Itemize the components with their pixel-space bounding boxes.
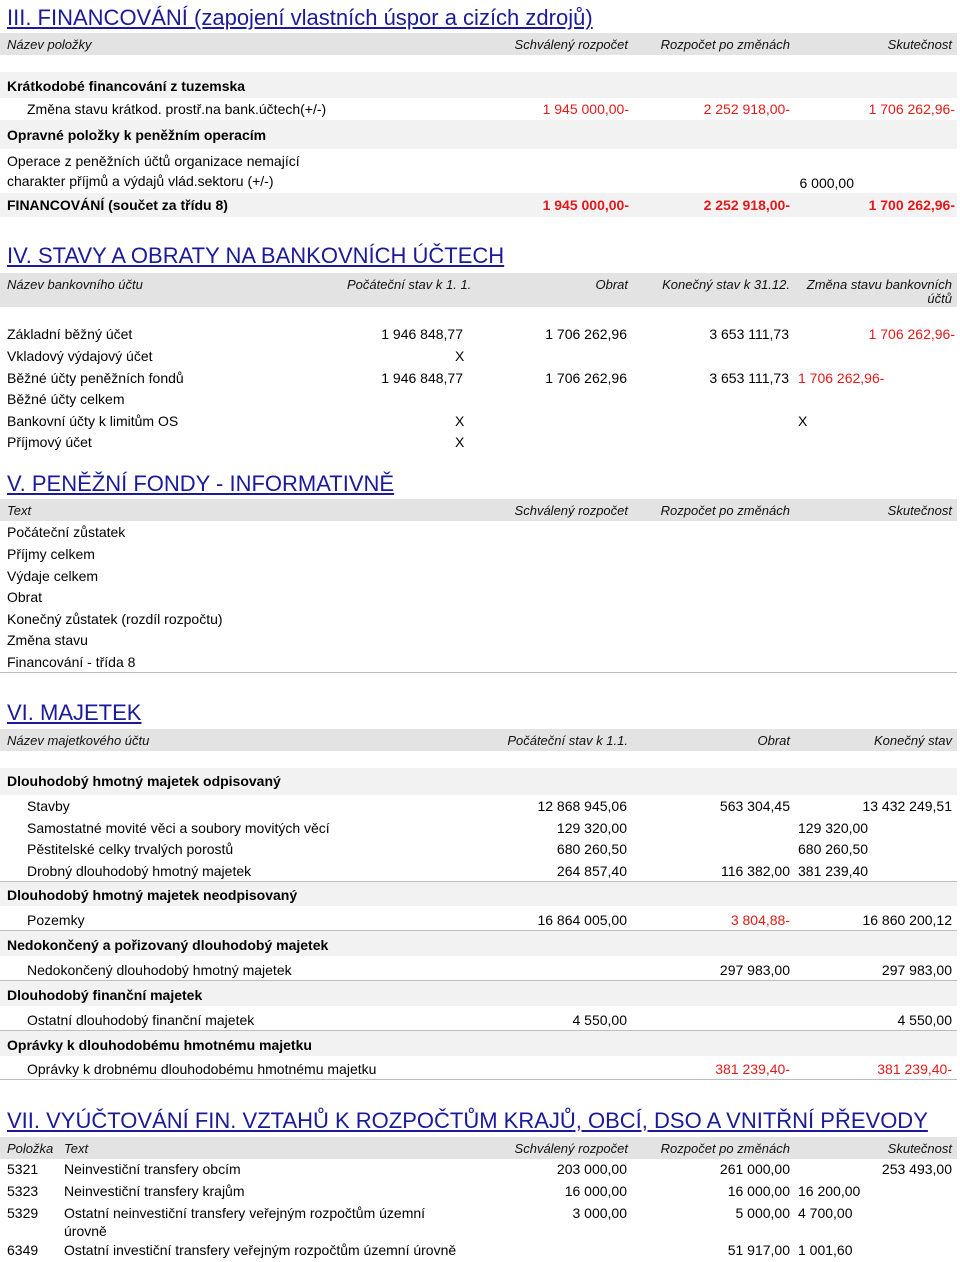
row-label: Neinvestiční transfery krajům [64,1183,245,1199]
value: X [455,434,465,450]
value: 297 983,00 [881,962,952,978]
group-heading: Oprávky k dlouhodobému hmotnému majetku [7,1037,312,1053]
row-label: Běžné účty peněžních fondů [7,370,184,386]
divider [0,672,957,673]
value: 2 252 918,00- [703,197,790,213]
row-label: Operace z peněžních účtů organizace nemající [7,153,300,169]
value: 3 653 111,73 [709,370,789,386]
row-label: Ostatní neinvestiční transfery veřejným rozpočtům územní [64,1205,426,1221]
table-header [0,499,957,521]
row-label: úrovně [64,1223,107,1239]
col-header: Text [7,503,32,518]
col-header: Položka [7,1141,54,1156]
value: 253 493,00 [881,1161,952,1177]
row-label: Neinvestiční transfery obcím [64,1161,241,1177]
value: X [455,348,465,364]
value: 16 864 005,00 [537,912,627,928]
value: 680 260,50 [798,841,869,857]
row-label: Samostatné movité věci a soubory movitých věcí [27,820,330,836]
value: 129 320,00 [556,820,627,836]
item-code: 5321 [7,1161,39,1177]
value: 4 700,00 [798,1205,853,1221]
table-header [0,273,957,307]
col-header: Skutečnost [887,503,952,518]
col-header: Rozpočet po změnách [660,503,790,518]
row-label: Ostatní investiční transfery veřejným rozpočtům územní úrovně [64,1242,457,1258]
table-header [0,1137,957,1159]
row-label: Základní běžný účet [7,326,133,342]
value: 51 917,00 [727,1242,790,1258]
col-header: Název položky [7,37,92,52]
value: 1 946 848,77 [381,326,463,342]
value: 563 304,45 [719,798,790,814]
value: 1 945 000,00- [542,101,629,117]
value: 1 946 848,77 [381,370,463,386]
row-label: Oprávky k drobnému dlouhodobému hmotnému majetku [27,1061,377,1077]
value: 16 200,00 [798,1183,861,1199]
group-heading: Nedokončený a pořizovaný dlouhodobý majetek [7,937,329,953]
value: 203 000,00 [556,1161,627,1177]
value: 16 000,00 [564,1183,627,1199]
value: 1 706 262,96- [868,101,955,117]
table-header [0,729,957,751]
col-header: Název majetkového účtu [7,733,150,748]
row-label: Běžné účty celkem [7,391,125,407]
col-header: Počáteční stav k 1. 1. [347,277,472,292]
value: 16 000,00 [727,1183,790,1199]
section-title-bank: IV. STAVY A OBRATY NA BANKOVNÍCH ÚČTECH [7,243,505,268]
col-header: Konečný stav [873,733,952,748]
row-label: Nedokončený dlouhodobý hmotný majetek [27,962,292,978]
group-heading: Dlouhodobý hmotný majetek odpisovaný [7,773,281,789]
group-heading: Krátkodobé financování z tuzemska [7,78,246,94]
value: 261 000,00 [719,1161,790,1177]
value: 12 868 945,06 [537,798,627,814]
value: 1 706 262,96 [545,326,627,342]
value: 1 706 262,96 [545,370,627,386]
col-header: Název bankovního účtu [7,277,143,292]
divider [0,1079,957,1080]
row-label: Konečný zůstatek (rozdíl rozpočtu) [7,611,223,627]
row-label: Výdaje celkem [7,568,99,584]
section-title-majetek: VI. MAJETEK [7,700,142,725]
section-title-financovani: III. FINANCOVÁNÍ (zapojení vlastních úspor a cizích zdrojů) [7,5,593,30]
row-label: Bankovní účty k limitům OS [7,413,179,429]
section-title-fondy: V. PENĚŽNÍ FONDY - INFORMATIVNĚ [7,471,395,496]
group-heading: Dlouhodobý finanční majetek [7,987,203,1003]
row-label: Stavby [27,798,70,814]
value: 4 550,00 [572,1012,627,1028]
value: 6 000,00 [799,175,854,191]
value: 381 239,40 [798,863,869,879]
col-header: Počáteční stav k 1.1. [507,733,628,748]
item-code: 6349 [7,1242,39,1258]
group-heading: Dlouhodobý hmotný majetek neodpisovaný [7,887,298,903]
value: 16 860 200,12 [862,912,952,928]
value: 3 804,88- [730,912,790,928]
col-header: Obrat [595,277,628,292]
value: 1 700 262,96- [868,197,955,213]
row-label: Obrat [7,589,43,605]
row-label: Počáteční zůstatek [7,524,126,540]
col-header: Skutečnost [887,1141,952,1156]
value: 381 239,40- [877,1061,952,1077]
value: 4 550,00 [897,1012,952,1028]
section-title-vyuctovani: VII. VYÚČTOVÁNÍ FIN. VZTAHŮ K ROZPOČTŮM KRAJŮ, OBCÍ, DSO A VNITŘNÍ PŘEVODY [7,1108,928,1133]
value: 5 000,00 [735,1205,790,1221]
item-code: 5329 [7,1205,39,1221]
row-label: Ostatní dlouhodobý finanční majetek [27,1012,255,1028]
value: 1 706 262,96- [798,370,885,386]
row-label: Pěstitelské celky trvalých porostů [27,841,234,857]
value: 264 857,40 [556,863,627,879]
group-heading: Opravné položky k peněžním operacím [7,127,267,143]
item-code: 5323 [7,1183,39,1199]
row-label: Pozemky [27,912,85,928]
col-header: Rozpočet po změnách [660,37,790,52]
value: 1 001,60 [798,1242,853,1258]
value: 116 382,00 [720,863,790,879]
col-header: Schválený rozpočet [514,1141,628,1156]
row-label: Změna stavu [7,632,88,648]
col-header: Schválený rozpočet [514,37,628,52]
col-header: Text [64,1141,89,1156]
value: 3 000,00 [572,1205,627,1221]
col-header: Obrat [757,733,790,748]
table-header [0,33,957,55]
value: 129 320,00 [798,820,869,836]
row-label: Drobný dlouhodobý hmotný majetek [27,863,252,879]
value: 2 252 918,00- [703,101,790,117]
col-header: Změna stavu bankovních [806,277,952,292]
value: X [455,413,465,429]
row-label: Financování - třída 8 [7,654,136,670]
row-label: Příjmový účet [7,434,92,450]
value: 1 706 262,96- [868,326,955,342]
value: 3 653 111,73 [709,326,789,342]
value: 680 260,50 [556,841,627,857]
row-label: Změna stavu krátkod. prostř.na bank.účtech(+/-) [27,101,327,117]
col-header: Rozpočet po změnách [660,1141,790,1156]
row-label: Příjmy celkem [7,546,95,562]
col-header: Konečný stav k 31.12. [662,277,790,292]
value: 13 432 249,51 [862,798,952,814]
value: 1 945 000,00- [542,197,629,213]
value: X [798,413,808,429]
col-header: Schválený rozpočet [514,503,628,518]
row-label: Vkladový výdajový účet [7,348,153,364]
col-header: účtů [927,291,952,306]
value: 297 983,00 [719,962,790,978]
row-label: charakter příjmů a výdajů vlád.sektoru (+/-) [7,173,274,189]
total-label: FINANCOVÁNÍ (součet za třídu 8) [7,197,228,213]
col-header: Skutečnost [887,37,952,52]
value: 381 239,40- [715,1061,790,1077]
